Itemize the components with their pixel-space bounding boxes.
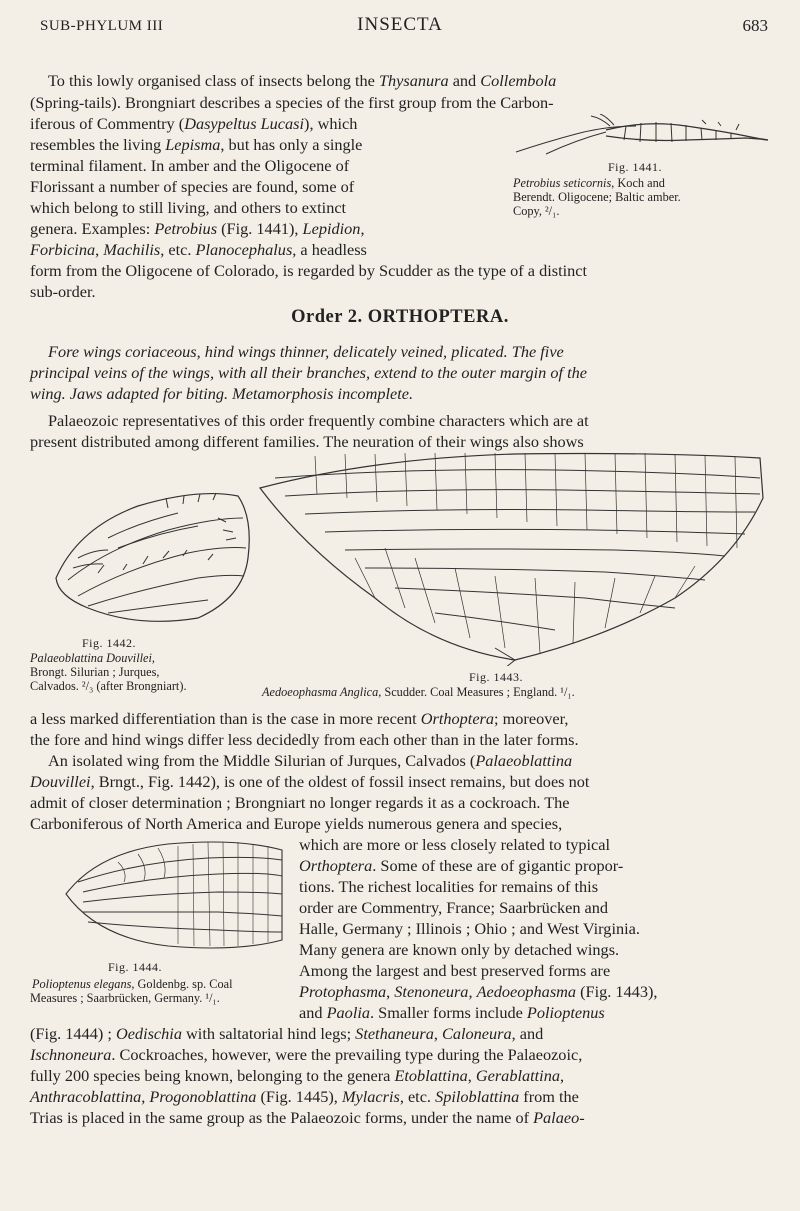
para1-line5: terminal filament. In amber and the Oligocene of — [30, 156, 350, 175]
diagnosis-line1: Fore wings coriaceous, hind wings thinner, delicately veined, plicated. The five — [48, 342, 564, 361]
order-heading: Order 2. ORTHOPTERA. — [291, 307, 509, 327]
para1-line2: (Spring-tails). Brongniart describes a species of the first group from the Carbon- — [30, 93, 554, 112]
fig1443-title: Fig. 1443. — [469, 670, 524, 684]
para1-line1: To this lowly organised class of insects belong the Thysanura and Collembola — [48, 71, 557, 90]
page-number: 683 — [742, 16, 768, 35]
para3-line15: and Paolia. Smaller forms include Polioptenus — [299, 1003, 605, 1022]
para3-line17: Ischnoneura. Cockroaches, however, were the prevailing type during the Palaeozoic, — [30, 1045, 583, 1064]
para1-line3: iferous of Commentry (Dasypeltus Lucasi), which — [30, 114, 358, 133]
para1-line4: resembles the living Lepisma, but has only a single — [30, 135, 363, 154]
para2-line1: Palaeozoic representatives of this order frequently combine characters which are at — [48, 411, 589, 430]
fig1442-palaeoblattina-illustration — [48, 478, 258, 628]
fig1444-title: Fig. 1444. — [108, 960, 163, 974]
fig1443-caption: Aedoeophasma Anglica, Scudder. Coal Measures ; England. ¹/₁. — [262, 685, 575, 699]
fig1441-caption-line3: Copy, ²/₁. — [513, 204, 560, 218]
para3-line11: Halle, Germany ; Illinois ; Ohio ; and West Virginia. — [299, 919, 640, 938]
fig1441-title: Fig. 1441. — [608, 160, 663, 174]
para1-line9: Forbicina, Machilis, etc. Planocephalus, a headless — [30, 240, 367, 259]
running-head-left: SUB-PHYLUM III — [40, 18, 164, 34]
para1-line11: sub-order. — [30, 282, 96, 301]
fig1444-polioptenus-illustration — [58, 832, 286, 957]
para3-line14: Protophasma, Stenoneura, Aedoeophasma (Fig. 1443), — [299, 982, 658, 1001]
fig1444-caption-line2: Measures ; Saarbrücken, Germany. ¹/₁. — [30, 991, 220, 1005]
diagnosis-line2: principal veins of the wings, with all their branches, extend to the outer margin of the — [30, 363, 587, 382]
para3-line2: the fore and hind wings differ less decidedly from each other than in the later forms. — [30, 730, 579, 749]
fig1442-caption-line2: Brongt. Silurian ; Jurques, — [30, 665, 160, 679]
fig1442-title: Fig. 1442. — [82, 636, 137, 650]
para1-line8: genera. Examples: Petrobius (Fig. 1441), Lepidion, — [30, 219, 365, 238]
fig1441-caption-line2: Berendt. Oligocene; Baltic amber. — [513, 190, 681, 204]
para1-line7: which belong to still living, and others to extinct — [30, 198, 347, 217]
fig1444-caption-line1: Polioptenus elegans, Goldenbg. sp. Coal — [32, 977, 233, 991]
fig1441-petrobius-illustration — [506, 114, 776, 156]
fig1442-caption-line3: Calvados. ²/₃ (after Brongniart). — [30, 679, 187, 693]
para2-line2: present distributed among different families. The neuration of their wings also shows — [30, 432, 584, 451]
para3-line18: fully 200 species being known, belonging to the genera Etoblattina, Gerablattina, — [30, 1066, 565, 1085]
para3-line6: Carboniferous of North America and Europe yields numerous genera and species, — [30, 814, 563, 833]
running-head-center: INSECTA — [357, 14, 443, 35]
para3-line20: Trias is placed in the same group as the Palaeozoic forms, under the name of Palaeo- — [30, 1108, 585, 1127]
fig1442-caption-line1: Palaeoblattina Douvillei, — [30, 651, 155, 665]
para3-line8: Orthoptera. Some of these are of gigantic propor- — [299, 856, 624, 875]
para3-line19: Anthracoblattina, Progonoblattina (Fig. 1445), Mylacris, etc. Spiloblattina from the — [30, 1087, 579, 1106]
diagnosis-line3: wing. Jaws adapted for biting. Metamorphosis incomplete. — [30, 384, 414, 403]
para3-line4: Douvillei, Brngt., Fig. 1442), is one of the oldest of fossil insect remains, but does not — [30, 772, 590, 791]
fig1443-aedoeophasma-illustration — [255, 448, 770, 666]
para3-line10: order are Commentry, France; Saarbrücken and — [299, 898, 609, 917]
order-heading-wrap — [0, 307, 800, 328]
para3-line5: admit of closer determination ; Brongniart no longer regards it as a cockroach. The — [30, 793, 570, 812]
para3-line12: Many genera are known only by detached wings. — [299, 940, 620, 959]
para3-line16: (Fig. 1444) ; Oedischia with saltatorial hind legs; Stethaneura, Caloneura, and — [30, 1024, 544, 1043]
para3-line1: a less marked differentiation than is the case in more recent Orthoptera; moreover, — [30, 709, 569, 728]
para3-line13: Among the largest and best preserved forms are — [299, 961, 611, 980]
para1-line10: form from the Oligocene of Colorado, is regarded by Scudder as the type of a distinct — [30, 261, 588, 280]
para1-line6: Florissant a number of species are found, some of — [30, 177, 355, 196]
para3-line3: An isolated wing from the Middle Silurian of Jurques, Calvados (Palaeoblattina — [48, 751, 573, 770]
para3-line7: which are more or less closely related to typical — [299, 835, 611, 854]
fig1441-caption-line1: Petrobius seticornis, Koch and — [513, 176, 665, 190]
para3-line9: tions. The richest localities for remains of this — [299, 877, 599, 896]
